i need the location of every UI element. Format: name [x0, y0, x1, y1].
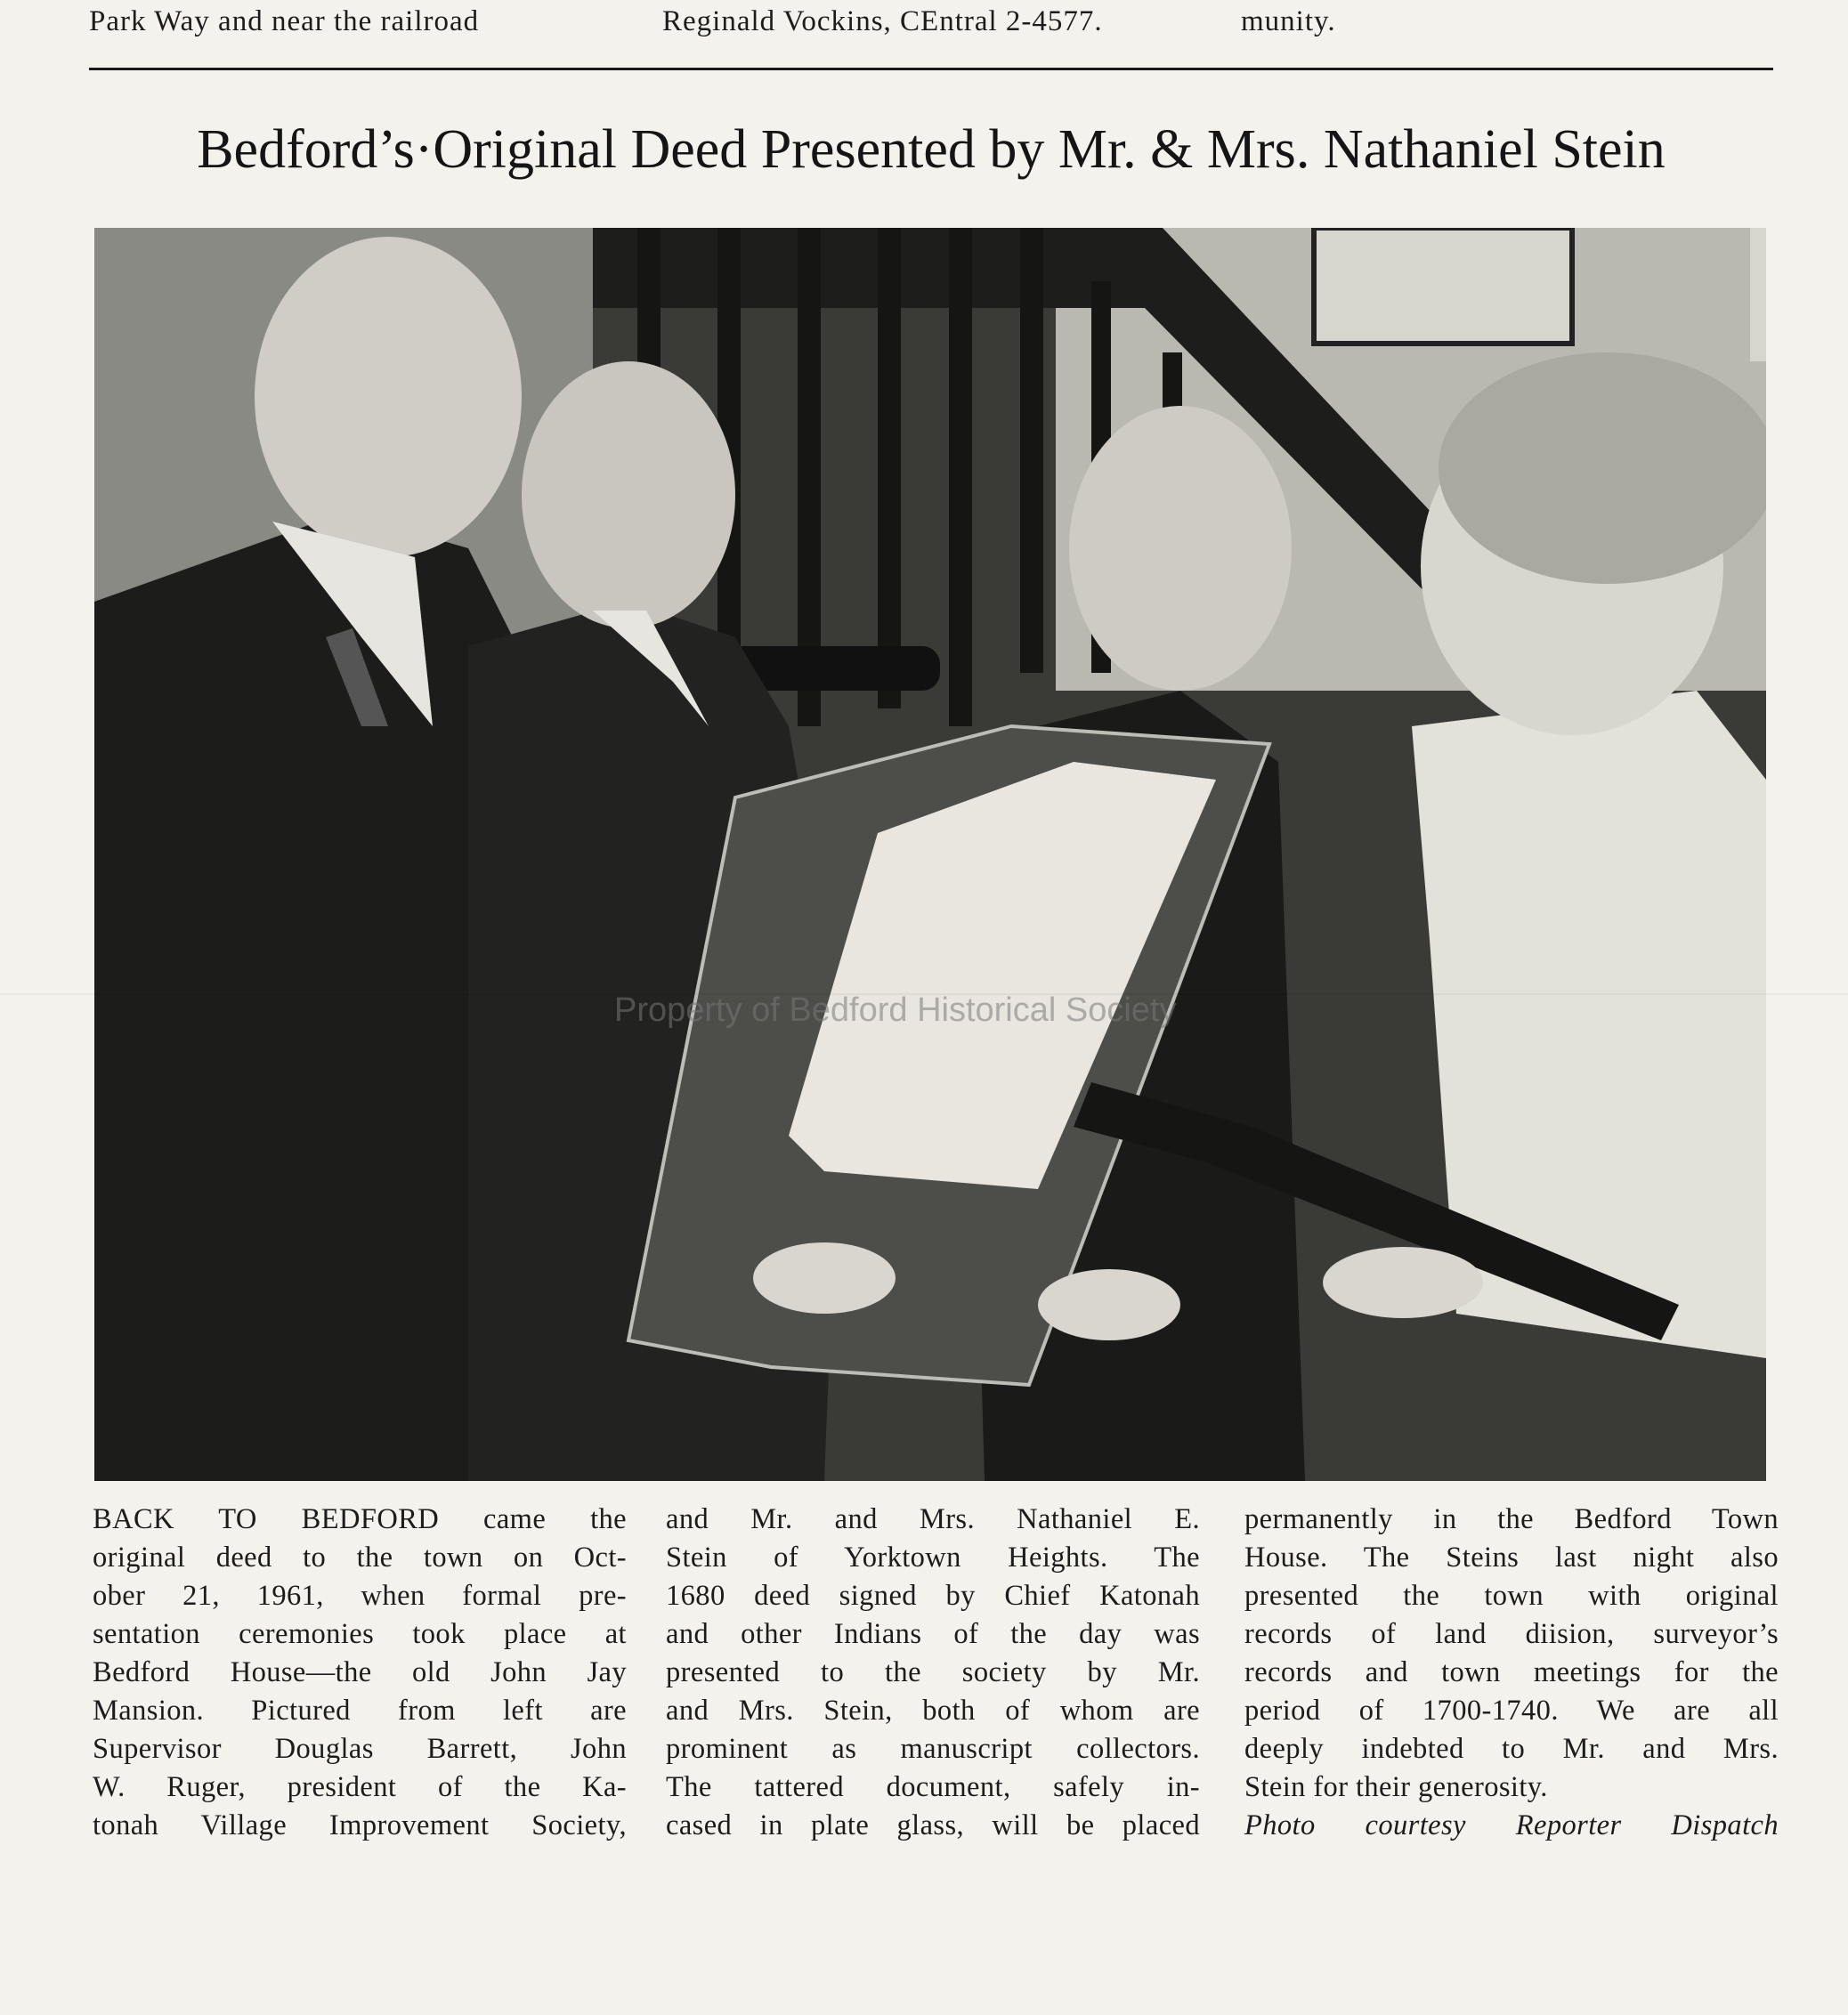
caption-line: and Mr. and Mrs. Nathaniel E.: [666, 1503, 1200, 1535]
caption-line: records and town meetings for the: [1244, 1656, 1779, 1688]
article-photo: [94, 228, 1766, 1481]
photo-credit: Photo courtesy Reporter Dispatch: [1244, 1809, 1779, 1841]
fragment-right: munity.: [1241, 5, 1336, 37]
ownership-watermark: Property of Bedford Historical Society: [614, 991, 1177, 1029]
caption-line: House. The Steins last night also: [1244, 1542, 1779, 1574]
caption-line: permanently in the Bedford Town: [1244, 1503, 1779, 1535]
caption-line: cased in plate glass, will be placed: [666, 1809, 1200, 1841]
caption-line: ober 21, 1961, when formal pre-: [93, 1580, 627, 1612]
caption-line: 1680 deed signed by Chief Katonah: [666, 1580, 1200, 1612]
caption-line: original deed to the town on Oct-: [93, 1542, 627, 1574]
caption-line: records of land diision, surveyor’s: [1244, 1618, 1779, 1650]
caption-line: Stein of Yorktown Heights. The: [666, 1542, 1200, 1574]
caption-line: prominent as manuscript collectors.: [666, 1733, 1200, 1765]
caption-line: Stein for their generosity.: [1244, 1771, 1548, 1803]
caption-line: Bedford House—the old John Jay: [93, 1656, 627, 1688]
caption-column-2: [666, 1501, 1200, 1845]
caption-line: tonah Village Improvement Society,: [93, 1809, 627, 1841]
caption-line: and Mrs. Stein, both of whom are: [666, 1695, 1200, 1727]
caption-line: presented to the society by Mr.: [666, 1656, 1200, 1688]
caption-line: deeply indebted to Mr. and Mrs.: [1244, 1733, 1779, 1765]
caption-line: period of 1700-1740. We are all: [1244, 1695, 1779, 1727]
caption-line: sentation ceremonies took place at: [93, 1618, 627, 1650]
article-headline: Bedford’s·Original Deed Presented by Mr. & Mrs. Nathaniel Stein: [197, 119, 1666, 180]
section-divider: [89, 68, 1773, 70]
caption-line: Supervisor Douglas Barrett, John: [93, 1733, 627, 1765]
fragment-middle: Reginald Vockins, CEntral 2-4577.: [662, 5, 1103, 37]
caption-line: presented the town with original: [1244, 1580, 1779, 1612]
caption-line: The tattered document, safely in-: [666, 1771, 1200, 1803]
caption-line: W. Ruger, president of the Ka-: [93, 1771, 627, 1803]
caption-column-1: [93, 1501, 627, 1845]
caption-column-3: [1244, 1501, 1779, 1845]
caption-line: and other Indians of the day was: [666, 1618, 1200, 1650]
caption-line: Mansion. Pictured from left are: [93, 1695, 627, 1727]
previous-article-fragment: [89, 5, 1771, 50]
caption-line: BACK TO BEDFORD came the: [93, 1503, 627, 1535]
fragment-left: Park Way and near the railroad: [89, 5, 480, 37]
